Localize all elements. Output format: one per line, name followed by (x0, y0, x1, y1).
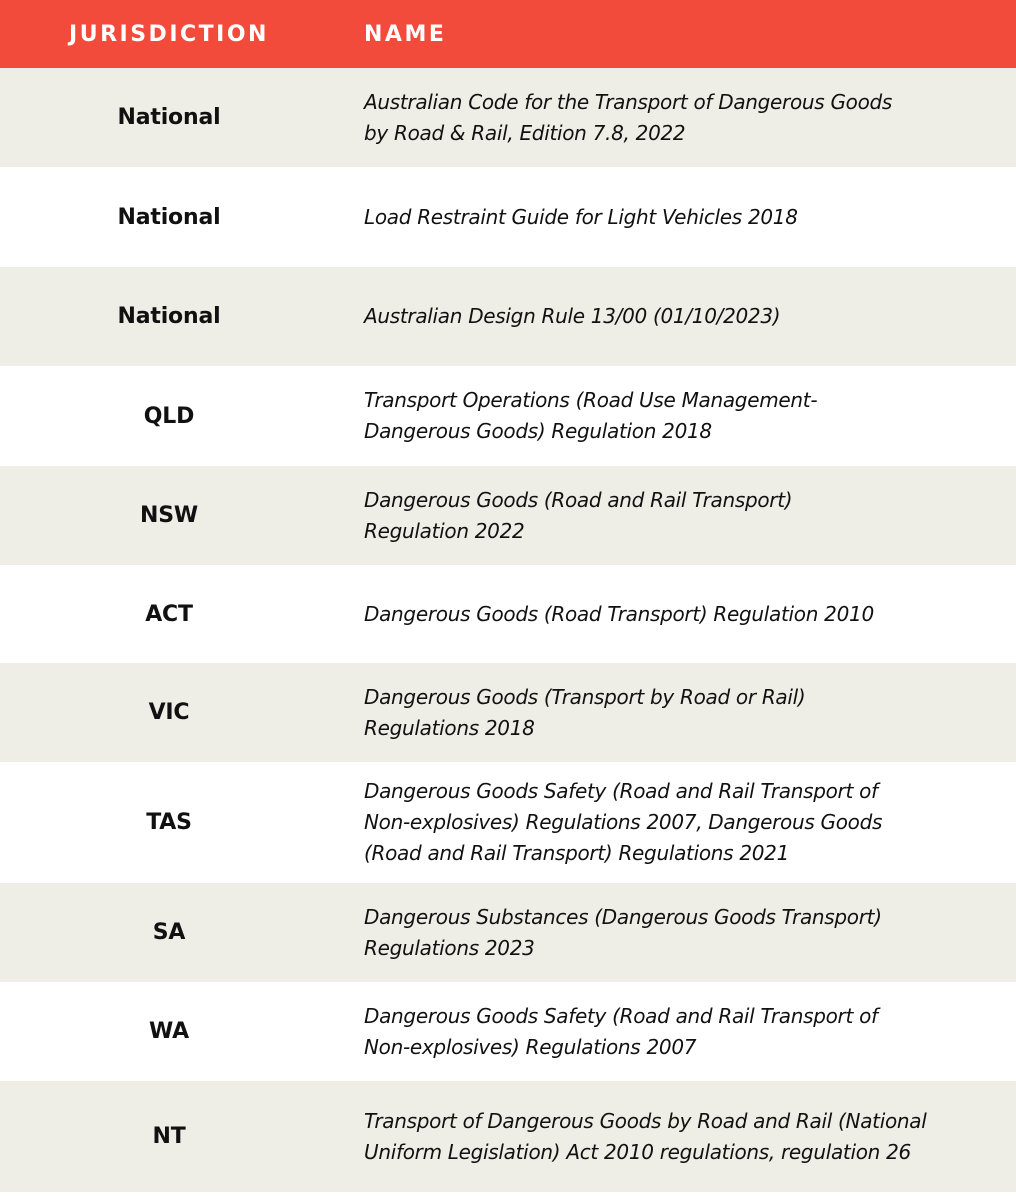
table-row (0, 883, 1016, 982)
header-jurisdiction: JURISDICTION (69, 21, 269, 47)
table-row (0, 982, 1016, 1081)
table-row (0, 1081, 1016, 1192)
row-jurisdiction: SA (152, 920, 186, 945)
table-row (0, 68, 1016, 167)
row-name: Dangerous Substances (Dangerous Goods Transport) Regulations 2023 (364, 904, 882, 960)
row-name: Australian Design Rule 13/00 (01/10/2023) (364, 304, 781, 328)
table-row (0, 366, 1016, 466)
row-name: Load Restraint Guide for Light Vehicles 2018 (364, 204, 798, 229)
row-jurisdiction: NT (152, 1124, 186, 1149)
row-jurisdiction: TAS (146, 810, 192, 835)
header-name: NAME (364, 21, 447, 47)
row-jurisdiction: NSW (140, 503, 198, 528)
row-name: Dangerous Goods (Road Transport) Regulation 2010 (364, 601, 874, 626)
table-header (0, 0, 1016, 68)
table-row (0, 565, 1016, 663)
row-name: Dangerous Goods (Transport by Road or Rail) Regulations 2018 (364, 684, 806, 740)
table-row (0, 466, 1016, 565)
table-row (0, 267, 1016, 366)
table-row (0, 167, 1016, 267)
row-jurisdiction: QLD (143, 403, 195, 429)
row-jurisdiction: WA (149, 1019, 189, 1044)
table-row (0, 762, 1016, 883)
table-row (0, 663, 1016, 762)
row-name: Australian Code for the Transport of Dangerous Goods by Road & Rail, Edition 7.8, 2022 (364, 89, 893, 145)
row-jurisdiction: National (117, 105, 221, 130)
row-name: Transport of Dangerous Goods by Road and Rail (National Uniform Legislation) Act 2010 regulations, regulation 26 (364, 1108, 927, 1164)
row-jurisdiction: National (117, 204, 221, 230)
row-name: Dangerous Goods (Road and Rail Transport) Regulation 2022 (364, 487, 793, 543)
row-jurisdiction: VIC (148, 700, 190, 725)
row-jurisdiction: ACT (145, 601, 193, 627)
row-jurisdiction: National (117, 304, 221, 329)
row-name: Dangerous Goods Safety (Road and Rail Transport of Non-explosives) Regulations 2007, Dangerous Goods (Road and Rail Transport) Regulations 2021 (364, 779, 883, 865)
row-name: Transport Operations (Road Use Management- Dangerous Goods) Regulation 2018 (364, 388, 818, 443)
row-name: Dangerous Goods Safety (Road and Rail Transport of Non-explosives) Regulations 2007 (364, 1003, 878, 1059)
